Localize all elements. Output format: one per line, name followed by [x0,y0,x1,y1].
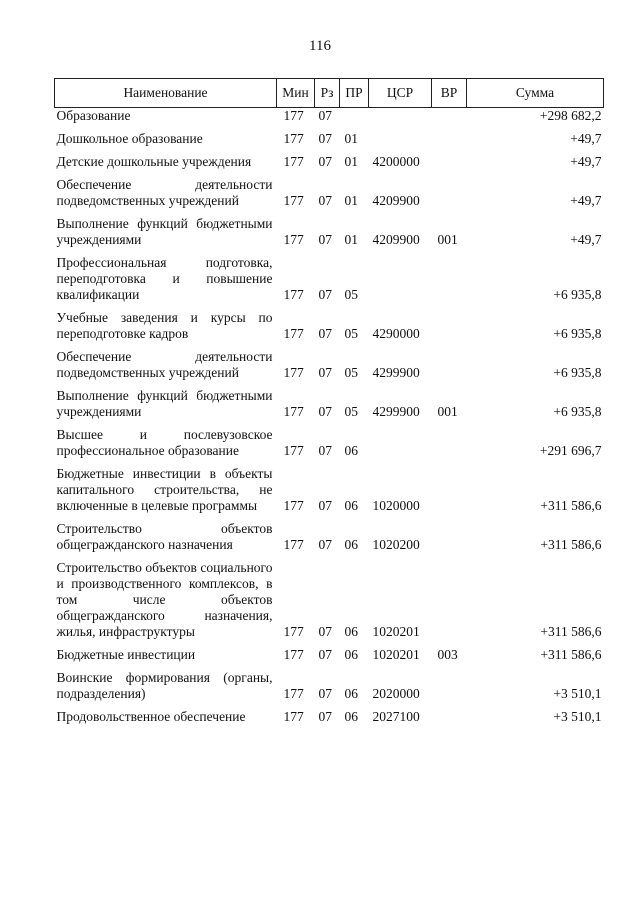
table-row [55,466,604,521]
row-sum: +3 510,1 [553,709,602,724]
row-name: Выполнение функций бюджетными учреждениями [56,388,273,419]
row-pr: 06 [344,443,358,458]
row-pr: 06 [344,624,358,639]
row-name: Обеспечение деятельности подведомственных учреждений [56,349,273,380]
row-sum: +291 696,7 [539,443,602,458]
row-name: Профессиональная подготовка, переподготовка и повышение квалификации [56,255,273,302]
table-row [55,177,604,216]
row-name: Строительство объектов социального и производственного комплексов, в том числе объектов общегражданского назначения, жилья, инфраструктуры [56,560,273,639]
row-sum: +6 935,8 [553,326,602,341]
row-name: Детские дошкольные учреждения [56,154,252,169]
row-csr [369,131,432,154]
row-csr: 1020000 [372,498,420,513]
row-name: Строительство объектов общегражданского назначения [56,521,273,552]
row-rz: 07 [318,647,332,662]
row-pr: 05 [344,287,358,302]
row-vr [432,466,467,521]
row-rz: 07 [318,193,332,208]
table-row [55,131,604,154]
table-row [55,154,604,177]
row-rz: 07 [318,624,332,639]
row-csr: 1020201 [372,647,420,662]
table-body [55,108,604,733]
row-pr: 05 [344,365,358,380]
row-csr [369,255,432,310]
row-rz: 07 [318,287,332,302]
row-rz: 07 [318,709,332,724]
row-min: 177 [283,404,304,419]
row-csr [369,108,432,132]
row-name: Воинские формирования (органы, подразделения) [56,670,273,701]
row-pr: 06 [344,709,358,724]
row-csr: 2020000 [372,686,420,701]
row-min: 177 [283,287,304,302]
row-pr: 05 [344,326,358,341]
row-min: 177 [283,131,304,146]
table-row [55,388,604,427]
row-rz: 07 [318,404,332,419]
budget-table [54,78,604,732]
row-name: Бюджетные инвестиции [56,647,196,662]
page-number: 116 [309,38,331,54]
row-min: 177 [283,686,304,701]
row-rz: 07 [318,154,332,169]
row-pr: 06 [344,498,358,513]
row-pr: 01 [344,193,358,208]
row-rz: 07 [318,686,332,701]
row-rz: 07 [318,131,332,146]
header-pr: ПР [340,79,369,108]
row-pr: 06 [344,686,358,701]
row-vr [432,108,467,132]
table-header-row [55,79,604,108]
row-min: 177 [283,232,304,247]
table-row [55,647,604,670]
row-csr: 4200000 [372,154,420,169]
table-row [55,709,604,732]
row-csr: 4209900 [372,232,420,247]
row-rz: 07 [318,537,332,552]
row-vr [432,560,467,647]
header-csr: ЦСР [369,79,432,108]
row-pr: 05 [344,404,358,419]
row-vr [432,427,467,466]
row-pr: 06 [344,647,358,662]
row-sum: +6 935,8 [553,365,602,380]
row-min: 177 [283,647,304,662]
row-vr [432,131,467,154]
row-name: Высшее и послевузовское профессиональное образование [56,427,273,458]
row-rz: 07 [318,365,332,380]
table-row [55,255,604,310]
header-sum: Сумма [467,79,604,108]
row-sum: +311 586,6 [540,537,602,552]
row-rz: 07 [318,232,332,247]
row-csr: 1020201 [372,624,420,639]
row-sum: +311 586,6 [540,647,602,662]
row-name: Выполнение функций бюджетными учреждениями [56,216,273,247]
row-vr [432,709,467,732]
row-csr: 4209900 [372,193,420,208]
table-row [55,310,604,349]
row-vr: 001 [437,404,458,419]
row-rz: 07 [318,326,332,341]
row-vr: 001 [437,232,458,247]
header-min: Мин [277,79,315,108]
row-sum: +311 586,6 [540,498,602,513]
row-min: 177 [283,498,304,513]
row-min: 177 [283,193,304,208]
header-vr: ВР [432,79,467,108]
row-pr [340,108,369,132]
row-name: Бюджетные инвестиции в объекты капитального строительства, не включенные в целевые программы [56,466,273,513]
table-row [55,108,604,132]
row-vr [432,255,467,310]
row-vr [432,670,467,709]
row-csr: 4299900 [372,365,420,380]
row-csr [369,427,432,466]
row-sum: +6 935,8 [553,287,602,302]
table-row [55,427,604,466]
row-min: 177 [283,624,304,639]
row-name: Дошкольное образование [56,131,203,146]
row-sum: +49,7 [570,193,602,208]
table-row [55,349,604,388]
row-name: Образование [56,108,131,123]
table-row [55,670,604,709]
header-rz: Рз [315,79,340,108]
row-csr: 4299900 [372,404,420,419]
row-vr [432,310,467,349]
table-row [55,521,604,560]
row-sum: +311 586,6 [540,624,602,639]
row-min: 177 [283,443,304,458]
row-name: Учебные заведения и курсы по переподготовке кадров [56,310,273,341]
row-min: 177 [283,326,304,341]
header-name: Наименование [55,79,277,108]
row-rz: 07 [318,498,332,513]
row-rz: 07 [318,108,332,123]
row-sum: +3 510,1 [553,686,602,701]
row-pr: 01 [344,232,358,247]
row-vr [432,349,467,388]
row-vr: 003 [437,647,458,662]
row-name: Продовольственное обеспечение [56,709,246,724]
row-min: 177 [283,108,304,123]
row-rz: 07 [318,443,332,458]
row-pr: 01 [344,154,358,169]
row-csr: 1020200 [372,537,420,552]
row-pr: 06 [344,537,358,552]
row-sum: +49,7 [570,131,602,146]
row-vr [432,154,467,177]
row-sum: +49,7 [570,154,602,169]
row-min: 177 [283,365,304,380]
row-name: Обеспечение деятельности подведомственных учреждений [56,177,273,208]
row-min: 177 [283,154,304,169]
row-vr [432,521,467,560]
row-csr: 2027100 [372,709,420,724]
row-sum: +298 682,2 [539,108,602,123]
row-sum: +6 935,8 [553,404,602,419]
row-sum: +49,7 [570,232,602,247]
row-vr [432,177,467,216]
table-row [55,216,604,255]
row-pr: 01 [344,131,358,146]
table-row [55,560,604,647]
row-csr: 4290000 [372,326,420,341]
row-min: 177 [283,709,304,724]
row-min: 177 [283,537,304,552]
